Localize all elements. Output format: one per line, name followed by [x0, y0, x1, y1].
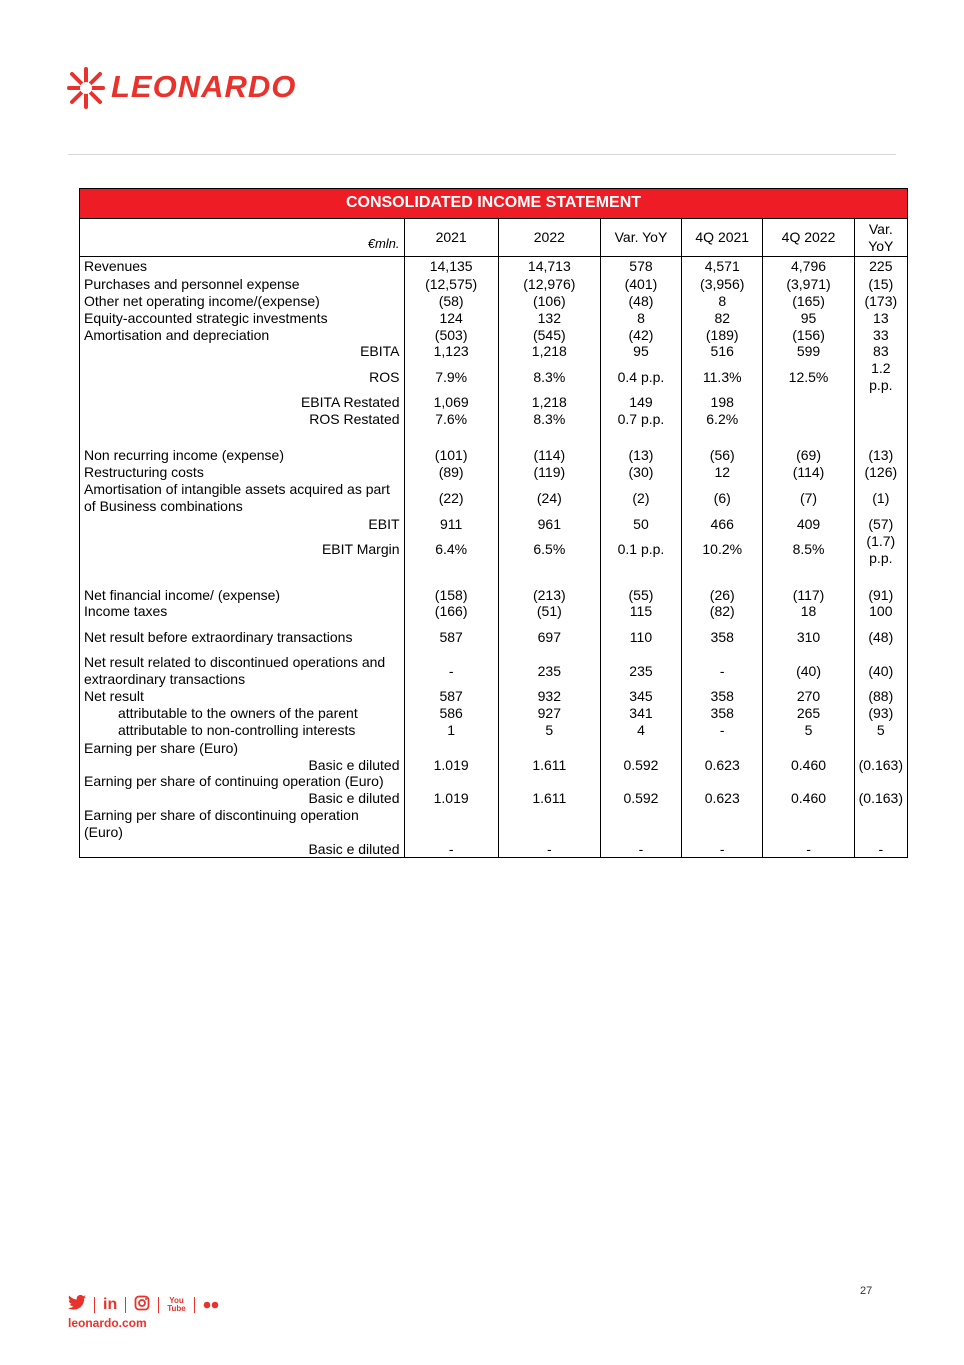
table-cell [763, 411, 854, 428]
table-cell: - [498, 841, 600, 858]
table-cell: 1,123 [404, 343, 498, 360]
table-cell: (173) [864, 293, 898, 309]
table-cell: (503) [404, 327, 498, 344]
table-cell: 1.2 p.p. [869, 360, 893, 393]
table-cell: 0.623 [682, 757, 763, 774]
table-cell: 100 [869, 603, 893, 620]
leonardo-logo [66, 66, 306, 114]
table-cell: 6.5% [498, 533, 600, 567]
table-cell: 0.592 [600, 790, 681, 807]
table-cell: 911 [404, 515, 498, 533]
leonardo-emblem-icon [66, 66, 106, 110]
table-cell: (166) [404, 603, 498, 620]
table-cell: - [404, 654, 498, 688]
row-label: Net result related to discontinued operations and extraordinary transactions [80, 654, 405, 688]
table-row [80, 447, 908, 464]
table-cell: 1,069 [404, 394, 498, 411]
table-cell: 95 [763, 310, 854, 327]
table-cell: (40) [868, 662, 894, 679]
row-label: EBIT [80, 515, 405, 533]
row-label: ROS Restated [80, 411, 405, 428]
table-cell: 8 [682, 293, 763, 310]
table-cell: 0.460 [763, 790, 854, 807]
table-cell: 5 [498, 722, 600, 740]
column-header: 4Q 2022 [763, 219, 854, 257]
row-label: Income taxes [80, 603, 405, 620]
table-cell: 7.9% [404, 360, 498, 394]
table-cell: - [404, 841, 498, 858]
row-label: Net result before extraordinary transactions [80, 620, 405, 654]
table-cell: 95 [600, 343, 681, 360]
table-cell: - [878, 840, 884, 857]
table-cell: (189) [682, 327, 763, 344]
table-row [80, 293, 908, 310]
table-cell: 115 [600, 603, 681, 620]
table-cell [498, 740, 600, 757]
row-label: Non recurring income (expense) [80, 447, 405, 464]
row-label: Net financial income/ (expense) [80, 587, 405, 604]
table-row [80, 481, 908, 515]
column-header-row [80, 219, 908, 257]
table-row [80, 464, 908, 481]
table-cell: (106) [498, 293, 600, 310]
table-cell: 697 [498, 620, 600, 654]
row-label: EBITA [80, 343, 405, 360]
row-label: EBITA Restated [80, 394, 405, 411]
table-cell: 310 [763, 620, 854, 654]
row-label: Basic e diluted [80, 790, 405, 807]
table-cell: 587 [404, 620, 498, 654]
table-cell: 586 [404, 705, 498, 722]
table-row [80, 310, 908, 327]
table-cell: (165) [763, 293, 854, 310]
table-cell [763, 807, 854, 841]
table-cell: 341 [600, 705, 681, 722]
table-cell: 12 [682, 464, 763, 481]
table-cell: 0.623 [682, 790, 763, 807]
table-cell: 932 [498, 688, 600, 705]
table-cell: 1.611 [498, 757, 600, 774]
table-cell: 0.592 [600, 757, 681, 774]
table-cell: (3,971) [763, 275, 854, 293]
table-cell: (156) [763, 327, 854, 344]
table-cell: 5 [763, 722, 854, 740]
table-cell: 927 [498, 705, 600, 722]
row-label: Net result [80, 688, 405, 705]
table-cell: 198 [682, 394, 763, 411]
table-row [80, 705, 908, 722]
table-cell: 578 [600, 257, 681, 276]
table-cell: 83 [873, 343, 889, 360]
column-header: Var. YoY [600, 219, 681, 257]
table-cell [498, 807, 600, 841]
table-row [80, 394, 908, 411]
table-cell: 8.3% [498, 411, 600, 428]
table-row [80, 327, 908, 344]
table-cell: (12,976) [498, 275, 600, 293]
table-title-row [80, 189, 908, 219]
table-cell: 225 [869, 257, 893, 274]
table-cell: (401) [600, 275, 681, 293]
table-cell [854, 773, 907, 790]
table-cell: (13) [868, 447, 894, 464]
table-cell: (22) [404, 481, 498, 515]
table-cell: 1.611 [498, 790, 600, 807]
table-row [80, 841, 908, 858]
table-cell: (15) [868, 275, 894, 292]
table-cell: (2) [600, 481, 681, 515]
table-cell: 8.5% [763, 533, 854, 567]
table-row [80, 360, 908, 394]
table-cell: (51) [498, 603, 600, 620]
table-cell: 516 [682, 343, 763, 360]
table-cell: 235 [498, 654, 600, 688]
table-row [80, 773, 908, 790]
table-cell: 235 [600, 654, 681, 688]
table-cell: 10.2% [682, 533, 763, 567]
row-label: Earning per share of continuing operation (Euro) [80, 773, 405, 790]
row-label: Earning per share (Euro) [80, 740, 405, 757]
table-cell: 4,796 [763, 257, 854, 276]
table-cell [600, 807, 681, 841]
table-cell: (82) [682, 603, 763, 620]
table-cell: (117) [763, 587, 854, 604]
table-row [80, 740, 908, 757]
table-cell: 18 [763, 603, 854, 620]
table-cell: (40) [763, 654, 854, 688]
table-cell: 466 [682, 515, 763, 533]
table-cell: 587 [404, 688, 498, 705]
table-cell: 4 [600, 722, 681, 740]
table-cell [854, 740, 907, 757]
table-cell [682, 807, 763, 841]
table-cell [498, 773, 600, 790]
table-cell: 358 [682, 705, 763, 722]
table-cell: 110 [600, 620, 681, 654]
table-cell: (114) [498, 447, 600, 464]
table-cell: (1) [872, 489, 890, 506]
table-cell: (26) [682, 587, 763, 604]
table-cell: 6.2% [682, 411, 763, 428]
table-cell: (91) [868, 586, 894, 603]
table-cell: 11.3% [682, 360, 763, 394]
table-cell: (88) [868, 688, 894, 705]
table-row [80, 757, 908, 774]
table-cell: (42) [600, 327, 681, 344]
column-header: Var. YoY [854, 219, 907, 257]
row-label: Earning per share of discontinuing operation (Euro) [80, 807, 405, 841]
table-cell: 14,713 [498, 257, 600, 276]
spacer-row [80, 427, 908, 447]
table-cell: 0.1 p.p. [600, 533, 681, 567]
row-label: Basic e diluted [80, 757, 405, 774]
table-cell [404, 740, 498, 757]
table-cell: 0.460 [763, 757, 854, 774]
table-cell: 0.4 p.p. [600, 360, 681, 394]
table-cell: (48) [600, 293, 681, 310]
flickr-icon[interactable] [203, 1296, 219, 1314]
header-divider [68, 154, 896, 155]
table-cell: 345 [600, 688, 681, 705]
column-header: 2022 [498, 219, 600, 257]
row-label: ROS [80, 360, 405, 394]
table-cell: 599 [763, 343, 854, 360]
table-cell: 1.019 [404, 790, 498, 807]
table-cell: 124 [404, 310, 498, 327]
table-cell: 5 [876, 722, 885, 739]
table-cell: 358 [682, 688, 763, 705]
table-cell: (7) [763, 481, 854, 515]
table-cell: - [682, 841, 763, 858]
table-cell: 1,218 [498, 343, 600, 360]
table-cell: (55) [600, 587, 681, 604]
divider [125, 1297, 126, 1313]
unit-label: €mln. [80, 219, 405, 257]
table-cell [854, 807, 907, 841]
table-cell: 6.4% [404, 533, 498, 567]
table-row [80, 807, 908, 841]
table-cell: 50 [600, 515, 681, 533]
table-cell: (69) [763, 447, 854, 464]
table-cell: (101) [404, 447, 498, 464]
spacer-row [80, 567, 908, 587]
table-cell: (213) [498, 587, 600, 604]
instagram-icon[interactable] [134, 1295, 150, 1316]
table-cell [600, 740, 681, 757]
table-row [80, 790, 908, 807]
table-cell: 270 [763, 688, 854, 705]
table-cell: 1 [404, 722, 498, 740]
row-label: attributable to non-controlling interests [80, 722, 405, 740]
table-cell: (545) [498, 327, 600, 344]
row-label: Restructuring costs [80, 464, 405, 481]
table-cell: (0.163) [858, 790, 903, 807]
table-cell: 7.6% [404, 411, 498, 428]
table-row [80, 688, 908, 705]
brand-name: LEONARDO [111, 69, 297, 104]
row-label: Other net operating income/(expense) [80, 293, 405, 310]
table-cell: 33 [873, 326, 889, 343]
table-cell: (93) [868, 704, 894, 721]
table-cell: (158) [404, 587, 498, 604]
table-row [80, 620, 908, 654]
row-label: attributable to the owners of the parent [80, 705, 405, 722]
page-number: 27 [860, 1285, 873, 1297]
table-cell: (119) [498, 464, 600, 481]
income-statement-table [79, 188, 908, 858]
row-label: Amortisation and depreciation [80, 327, 405, 344]
table-cell: 409 [763, 515, 854, 533]
table-cell [854, 394, 907, 411]
table-cell: 1.019 [404, 757, 498, 774]
column-header: 4Q 2021 [682, 219, 763, 257]
table-row [80, 654, 908, 688]
divider [194, 1297, 195, 1313]
row-label: Equity-accounted strategic investments [80, 310, 405, 327]
column-header: 2021 [404, 219, 498, 257]
table-cell: (13) [600, 447, 681, 464]
table-row [80, 257, 908, 276]
website-link[interactable]: leonardo.com [68, 1316, 147, 1330]
table-cell: (12,575) [404, 275, 498, 293]
table-cell: 265 [763, 705, 854, 722]
table-cell [854, 411, 907, 428]
divider [94, 1297, 95, 1313]
table-cell: (24) [498, 481, 600, 515]
table-cell: - [763, 841, 854, 858]
table-cell: - [600, 841, 681, 858]
table-cell: (58) [404, 293, 498, 310]
table-cell: (89) [404, 464, 498, 481]
table-cell: (57) [868, 515, 894, 532]
table-cell [600, 773, 681, 790]
table-row [80, 603, 908, 620]
youtube-icon[interactable]: You Tube [167, 1296, 186, 1313]
table-cell: 8.3% [498, 360, 600, 394]
divider [158, 1297, 159, 1313]
table-cell: 12.5% [763, 360, 854, 394]
table-row [80, 515, 908, 533]
row-label: Purchases and personnel expense [80, 275, 405, 293]
row-label: EBIT Margin [80, 533, 405, 567]
table-cell [763, 394, 854, 411]
table-cell: 149 [600, 394, 681, 411]
table-cell: 82 [682, 310, 763, 327]
table-cell: 8 [600, 310, 681, 327]
table-cell [404, 773, 498, 790]
table-cell: (0.163) [858, 756, 903, 773]
table-cell: 1,218 [498, 394, 600, 411]
table-cell: (6) [682, 481, 763, 515]
table-row [80, 587, 908, 604]
table-cell: 0.7 p.p. [600, 411, 681, 428]
table-cell: (114) [763, 464, 854, 481]
table-cell: 14,135 [404, 257, 498, 276]
table-cell: 13 [873, 309, 889, 326]
table-cell: (56) [682, 447, 763, 464]
table-cell [404, 807, 498, 841]
row-label: Amortisation of intangible assets acquired as part of Business combinations [80, 481, 405, 515]
table-cell: 4,571 [682, 257, 763, 276]
table-row [80, 343, 908, 360]
table-cell: - [682, 654, 763, 688]
table-cell: (126) [864, 464, 898, 481]
table-row [80, 275, 908, 293]
table-cell [682, 740, 763, 757]
table-cell: 132 [498, 310, 600, 327]
table-cell: (48) [868, 628, 894, 645]
table-row [80, 722, 908, 740]
table-title: CONSOLIDATED INCOME STATEMENT [80, 189, 908, 219]
linkedin-icon[interactable]: in [103, 1296, 118, 1313]
row-label: Basic e diluted [80, 841, 405, 858]
table-cell [763, 740, 854, 757]
table-cell [682, 773, 763, 790]
row-label: Revenues [80, 257, 405, 276]
table-cell: (1.7) p.p. [866, 532, 896, 566]
table-row [80, 533, 908, 567]
table-cell: - [682, 722, 763, 740]
table-cell: 961 [498, 515, 600, 533]
table-row [80, 411, 908, 428]
table-cell [763, 773, 854, 790]
table-cell: (3,956) [682, 275, 763, 293]
social-links [68, 1295, 219, 1315]
table-cell: (30) [600, 464, 681, 481]
table-cell: 358 [682, 620, 763, 654]
twitter-icon[interactable] [68, 1295, 86, 1315]
